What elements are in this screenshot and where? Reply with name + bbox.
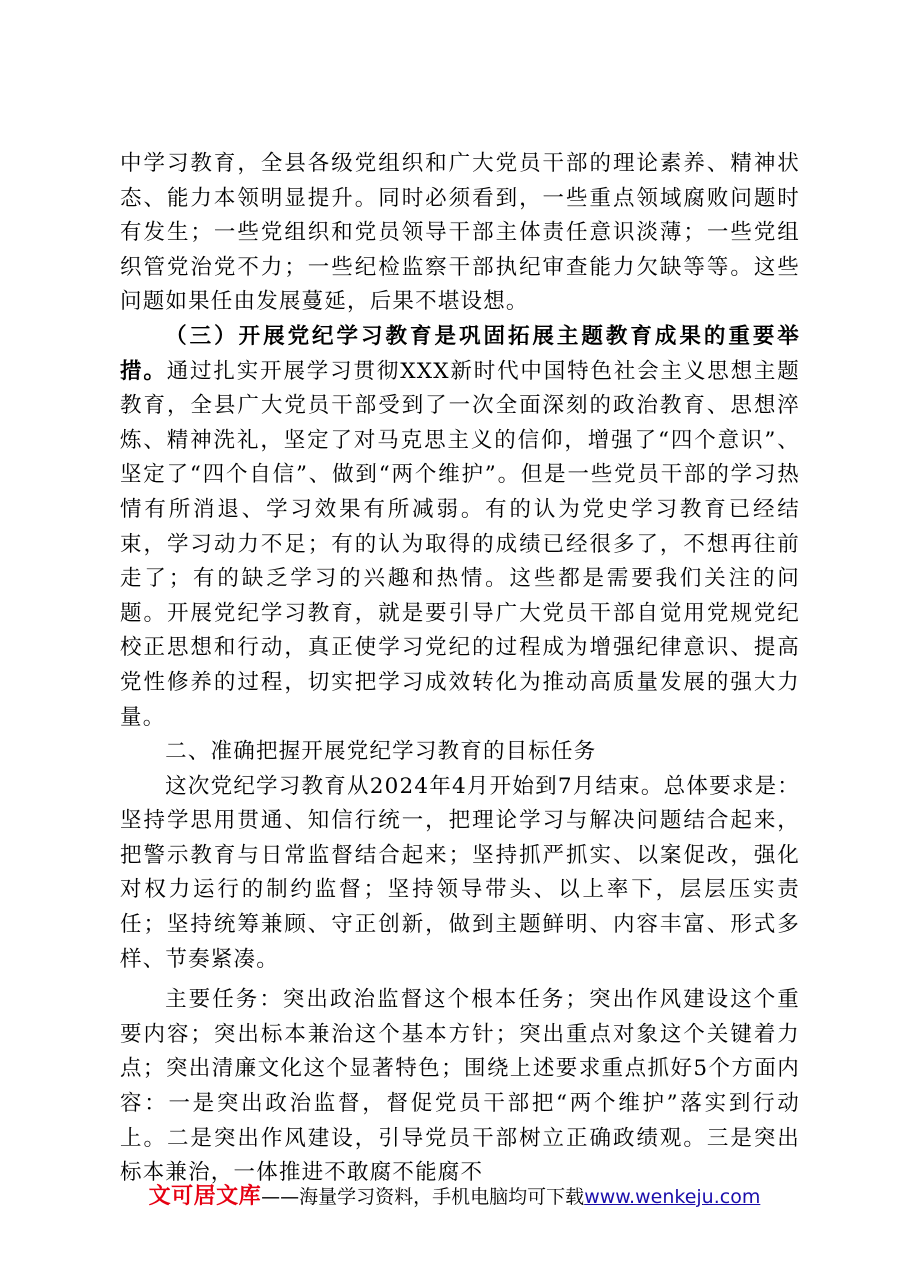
paragraph-2 (120, 320, 800, 735)
paragraph-2-body: 通过扎实开展学习贯彻XXX新时代中国特色社会主义思想主题教育，全县广大党员干部受到了一次全面深刻的政治教育、思想淬炼、精神洗礼，坚定了对马克思主义的信仰，增强了“四个意识”、坚定了“四个自信”、做到“两个维护”。但是一些党员干部的学习热情有所消退、学习效果有所减弱。有的认为党史学习教育已经结束，学习动力不足；有的认为取得的成绩已经很多了，不想再往前走了；有的缺乏学习的兴趣和热情。这些都是需要我们关注的问题。开展党纪学习教育，就是要引导广大党员干部自觉用党规党纪校正思想和行动，真正使学习党纪的过程成为增强纪律意识、提高党性修养的过程，切实把学习成效转化为推动高质量发展的强大力量。 (120, 358, 800, 730)
brand-name: 文可居文库 (148, 1184, 262, 1209)
subsection-heading-3: （三）开展党纪学习教育是巩固拓展主题教育成果的重要举措。 (120, 323, 800, 384)
footer-link[interactable]: www.wenkeju.com (584, 1186, 761, 1208)
document-body (120, 147, 800, 1191)
footer-slogan: ——海量学习资料，手机电脑均可下载 (261, 1186, 585, 1208)
footer-banner (0, 1184, 909, 1210)
paragraph-4: 主要任务：突出政治监督这个根本任务；突出作风建设这个重要内容；突出标本兼治这个基本方针；突出重点对象这个关键着力点；突出清廉文化这个显著特色；围绕上述要求重点抓好5个方面内容：一是突出政治监督，督促党员干部把“两个维护”落实到行动上。二是突出作风建设，引导党员干部树立正确政绩观。三是突出标本兼治，一体推进不敢腐不能腐不 (120, 987, 800, 1186)
paragraph-3: 这次党纪学习教育从2024年4月开始到7月结束。总体要求是：坚持学思用贯通、知信行统一，把理论学习与解决问题结合起来，把警示教育与日常监督结合起来；坚持抓严抓实、以案促改，强化对权力运行的制约监督；坚持领导带头、以上率下，层层压实责任；坚持统筹兼顾、守正创新，做到主题鲜明、内容丰富、形式多样、节奏紧凑。 (120, 773, 800, 972)
section-2-heading: 二、准确把握开展党纪学习教育的目标任务 (165, 739, 597, 765)
paragraph-1: 中学习教育，全县各级党组织和广大党员干部的理论素养、精神状态、能力本领明显提升。同时必须看到，一些重点领域腐败问题时有发生；一些党组织和党员领导干部主体责任意识淡薄；一些党组织管党治党不力；一些纪检监察干部执纪审查能力欠缺等等。这些问题如果任由发展蔓延，后果不堪设想。 (120, 151, 800, 315)
